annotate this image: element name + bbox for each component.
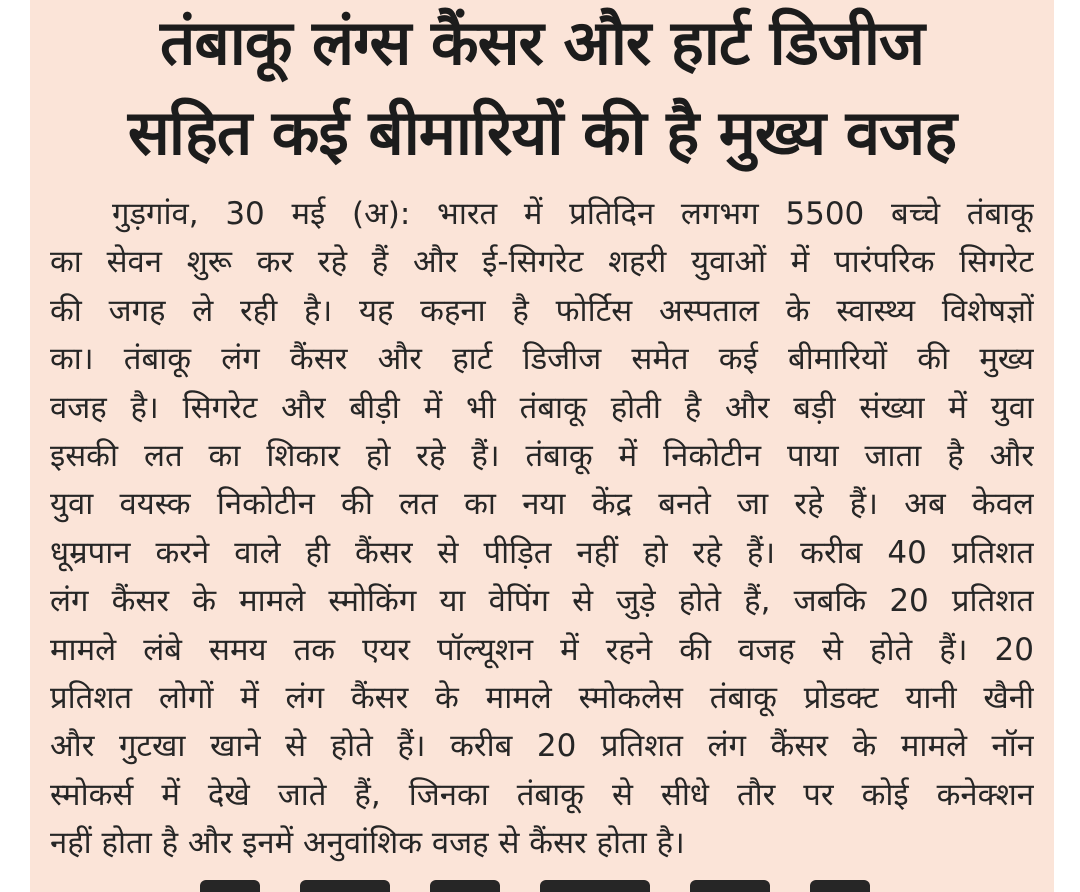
body-line: की जगह ले रही है। यह कहना है फोर्टिस अस्पताल के स्वास्थ्य विशेषज्ञों	[50, 292, 1034, 329]
article-body	[50, 190, 1034, 867]
body-line: धूम्रपान करने वाले ही कैंसर से पीड़ित नहीं हो रहे हैं। करीब 40 प्रतिशत	[50, 534, 1034, 571]
body-line: स्मोकर्स में देखे जाते हैं, जिनका तंबाकू से सीधे तौर पर कोई कनेक्शन	[50, 776, 1034, 813]
body-line: नहीं होता है और इनमें अनुवांशिक वजह से कैंसर होता है।	[50, 825, 685, 862]
body-line: युवा वयस्क निकोटीन की लत का नया केंद्र बनते जा रहे हैं। अब केवल	[50, 486, 1034, 523]
body-line: का। तंबाकू लंग कैंसर और हार्ट डिजीज समेत कई बीमारियों की मुख्य	[50, 341, 1034, 378]
body-line: लंग कैंसर के मामले स्मोकिंग या वेपिंग से जुड़े होते हैं, जबकि 20 प्रतिशत	[50, 583, 1034, 620]
body-line: मामले लंबे समय तक एयर पॉल्यूशन में रहने की वजह से होते हैं। 20	[50, 631, 1034, 668]
body-line: प्रतिशत लोगों में लंग कैंसर के मामले स्मोकलेस तंबाकू प्रोडक्ट यानी खैनी	[50, 679, 1034, 716]
headline-line-1: तंबाकू लंग्स कैंसर और हार्ट डिजीज	[160, 6, 924, 79]
body-line: वजह है। सिगरेट और बीड़ी में भी तंबाकू होती है और बड़ी संख्या में युवा	[50, 389, 1034, 426]
headline-line-2: सहित कई बीमारियों की है मुख्य वजह	[127, 96, 957, 169]
newspaper-clipping	[30, 0, 1054, 892]
cropped-next-headline	[200, 872, 960, 892]
body-line: इसकी लत का शिकार हो रहे हैं। तंबाकू में निकोटीन पाया जाता है और	[50, 437, 1034, 474]
body-line: का सेवन शुरू कर रहे हैं और ई-सिगरेट शहरी युवाओं में पारंपरिक सिगरेट	[50, 244, 1034, 281]
body-line: और गुटखा खाने से होते हैं। करीब 20 प्रतिशत लंग कैंसर के मामले नॉन	[50, 728, 1034, 765]
body-line: गुड़गांव, 30 मई (अ): भारत में प्रतिदिन लगभग 5500 बच्चे तंबाकू	[112, 196, 1034, 232]
